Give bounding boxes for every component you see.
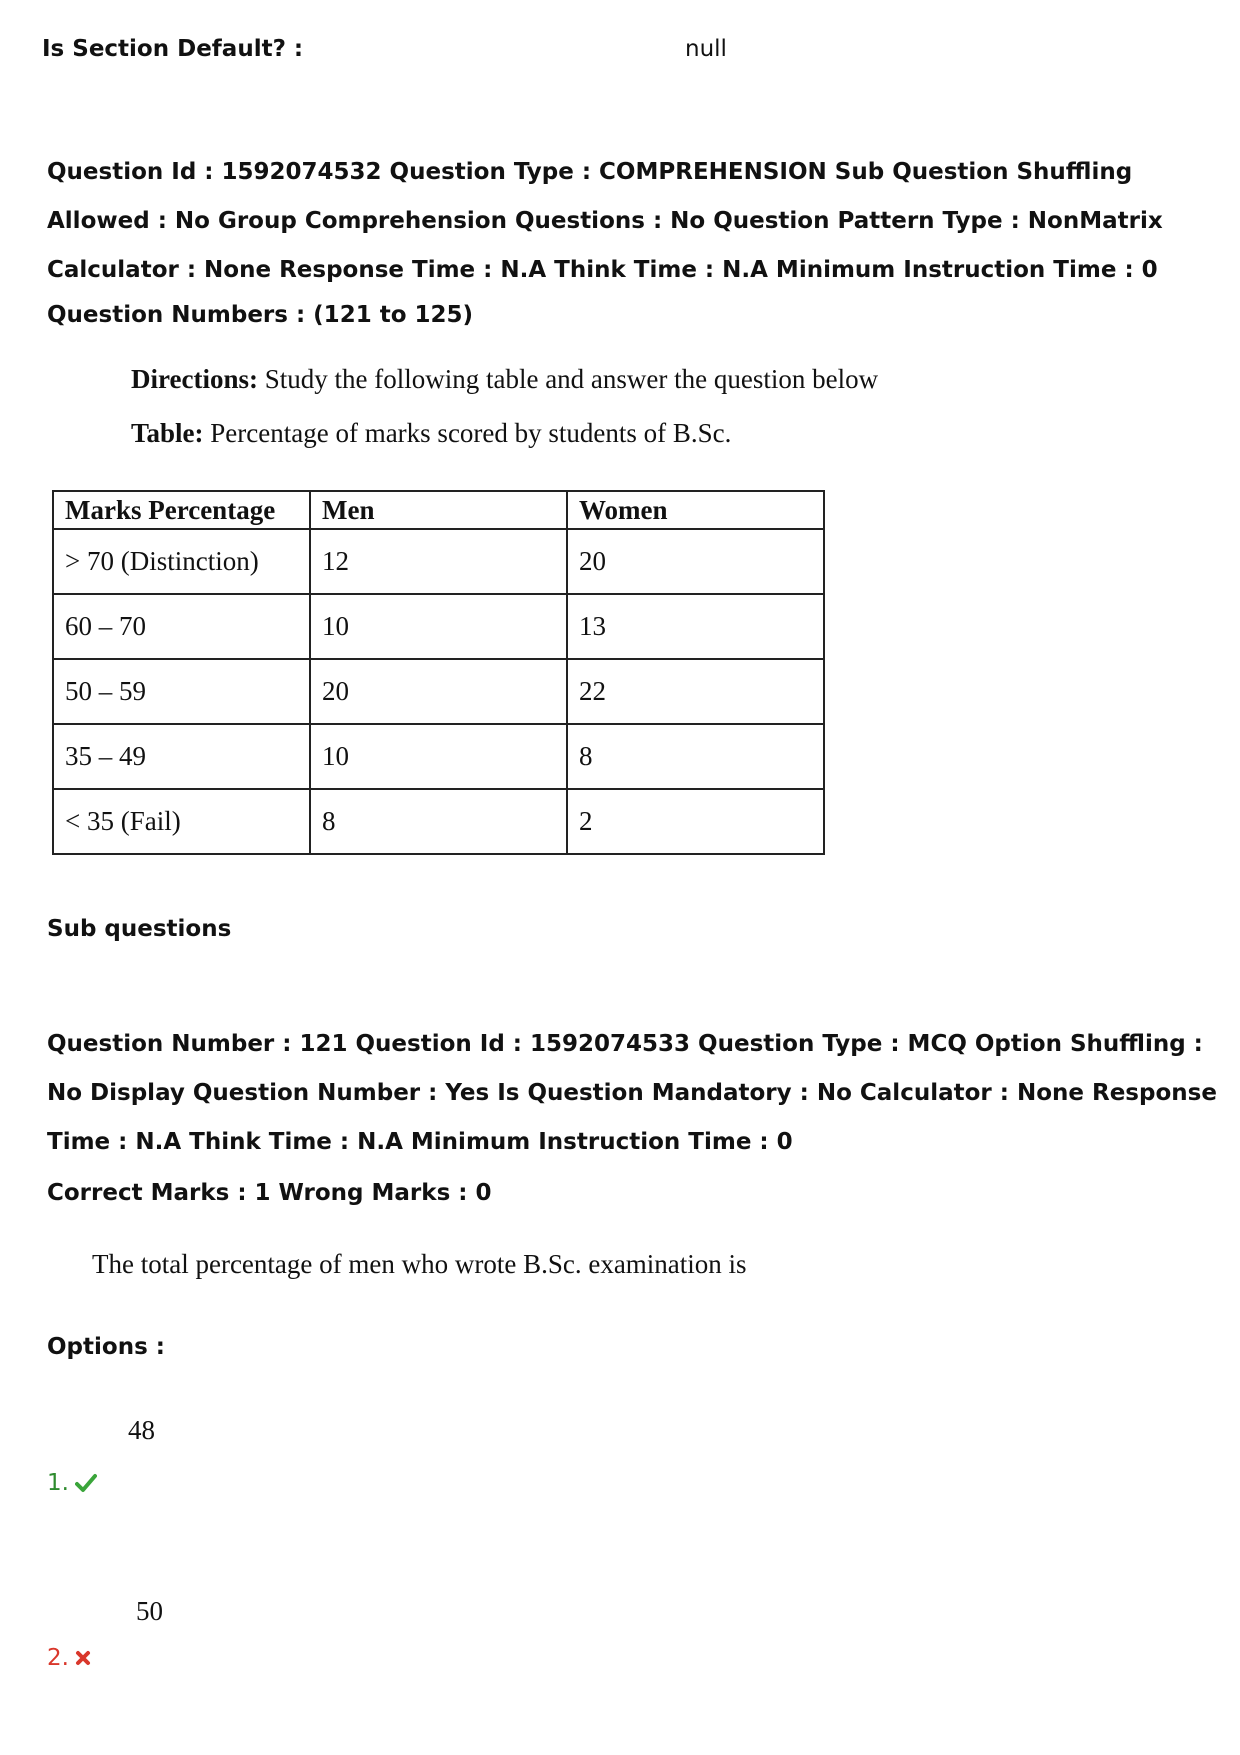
table-row (53, 594, 824, 659)
option-number: 2. (47, 1645, 69, 1671)
option-1-value[interactable]: 48 (128, 1415, 155, 1445)
table-cell: > 70 (Distinction) (53, 529, 310, 594)
directions (131, 364, 878, 395)
table-row (53, 659, 824, 724)
options-label: Options : (47, 1334, 165, 1360)
directions-label: Directions: (131, 364, 258, 394)
table-header-cell: Marks Percentage (53, 491, 310, 529)
table-cell: 2 (567, 789, 824, 854)
section-default-label: Is Section Default? : (42, 36, 304, 62)
table-caption (131, 418, 731, 449)
marks-info: Correct Marks : 1 Wrong Marks : 0 (47, 1180, 492, 1206)
directions-text: Study the following table and answer the question below (257, 364, 879, 394)
table-cell: 13 (567, 594, 824, 659)
table-cell: 50 – 59 (53, 659, 310, 724)
table-header-cell: Women (567, 491, 824, 529)
option-2-value[interactable]: 50 (136, 1596, 163, 1626)
table-label: Table: (131, 418, 204, 448)
option-1[interactable] (47, 1470, 97, 1496)
option-number: 1. (47, 1470, 69, 1496)
table-caption-text: Percentage of marks scored by students of B.Sc. (203, 418, 732, 448)
table-cell: 60 – 70 (53, 594, 310, 659)
section-default-value: null (685, 36, 727, 62)
table-cell: 10 (310, 594, 567, 659)
table-cell: 12 (310, 529, 567, 594)
table-header-cell: Men (310, 491, 567, 529)
table-cell: 10 (310, 724, 567, 789)
option-2[interactable] (47, 1645, 91, 1671)
question-meta: Question Number : 121 Question Id : 1592074533 Question Type : MCQ Option Shuffling : No Display Question Number : Yes Is Question Mandatory : No Calculator : None Response Time : N.A Think Time : N.A Minimum Instruction Time : 0 (47, 1031, 1217, 1155)
question-numbers: Question Numbers : (121 to 125) (47, 302, 474, 328)
table-row (53, 529, 824, 594)
cross-icon (75, 1650, 91, 1666)
table-cell: < 35 (Fail) (53, 789, 310, 854)
table-cell: 8 (310, 789, 567, 854)
table-row (53, 789, 824, 854)
table-cell: 22 (567, 659, 824, 724)
sub-questions-heading: Sub questions (47, 916, 232, 942)
question-text: The total percentage of men who wrote B.Sc. examination is (92, 1249, 747, 1279)
table-cell: 20 (567, 529, 824, 594)
check-icon (75, 1473, 97, 1493)
comprehension-meta: Question Id : 1592074532 Question Type : COMPREHENSION Sub Question Shuffling Allowed : No Group Comprehension Questions : No Question Pattern Type : NonMatrix Calculator : None Response Time : N.A Think Time : N.A Minimum Instruction Time : 0 (47, 159, 1163, 283)
table-cell: 8 (567, 724, 824, 789)
table-row (53, 724, 824, 789)
table-header-row (53, 491, 824, 529)
marks-table (52, 490, 825, 855)
table-cell: 35 – 49 (53, 724, 310, 789)
table-cell: 20 (310, 659, 567, 724)
